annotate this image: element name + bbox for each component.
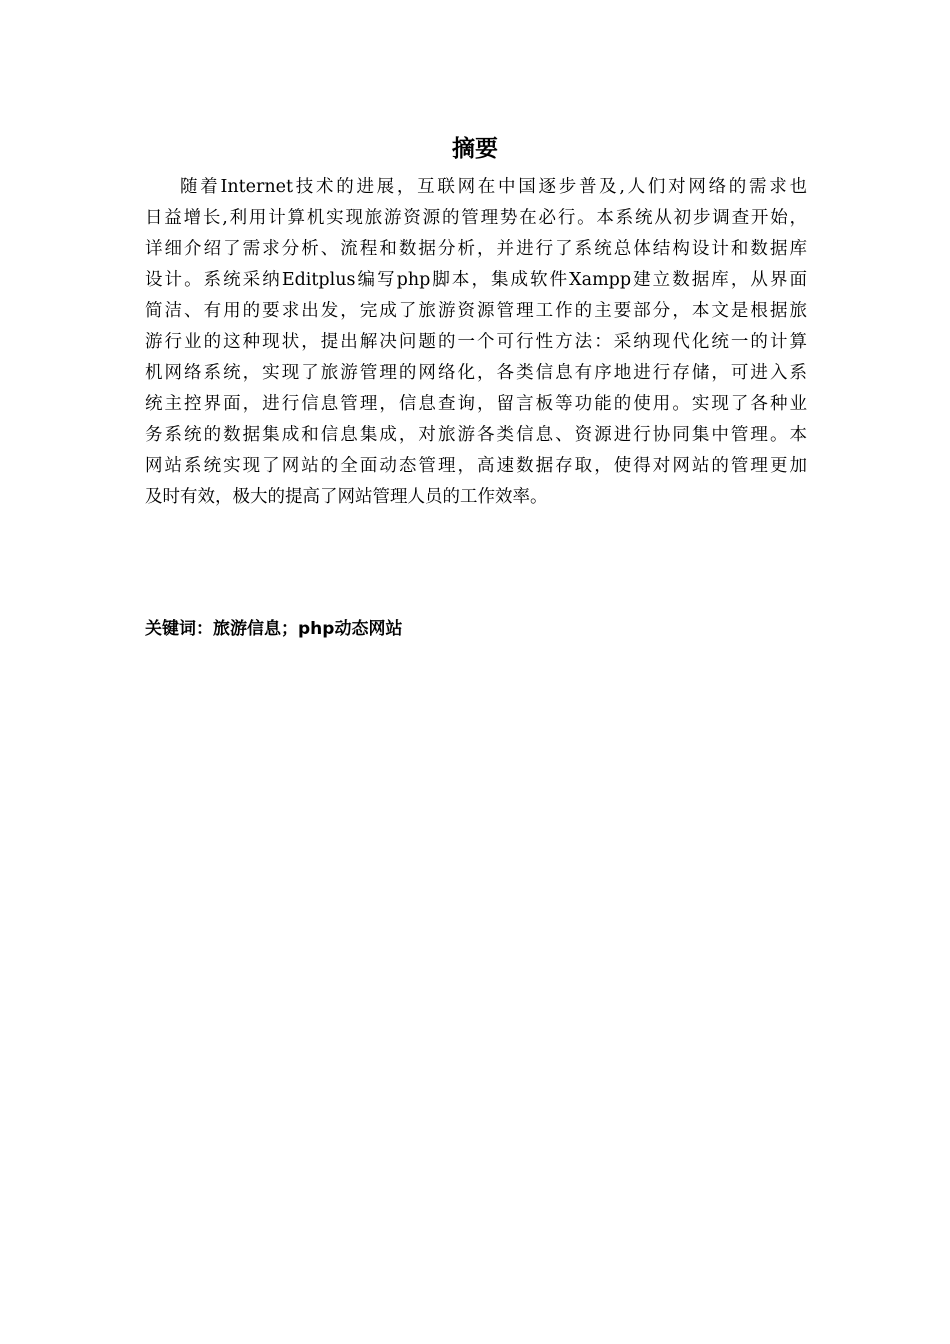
abstract-line: 机网络系统，实现了旅游管理的网络化，各类信息有序地进行存储，可进入系	[145, 363, 807, 383]
abstract-line: 统主控界面，进行信息管理，信息查询，留言板等功能的使用。实现了各种业	[145, 394, 807, 414]
abstract-line: 及时有效，极大的提高了网站管理人员的工作效率。	[145, 487, 548, 507]
abstract-line: 简洁、有用的要求出发，完成了旅游资源管理工作的主要部分，本文是根据旅	[145, 301, 807, 321]
abstract-line: 随着Internet技术的进展，互联网在中国逐步普及,人们对网络的需求也	[180, 177, 807, 197]
abstract-line: 网站系统实现了网站的全面动态管理，高速数据存取，使得对网站的管理更加	[145, 456, 807, 476]
abstract-title: 摘要	[452, 136, 498, 162]
abstract-line: 详细介绍了需求分析、流程和数据分析，并进行了系统总体结构设计和数据库	[145, 239, 807, 259]
abstract-line: 务系统的数据集成和信息集成，对旅游各类信息、资源进行协同集中管理。本	[145, 425, 807, 445]
abstract-line: 设计。系统采纳Editplus编写php脚本，集成软件Xampp建立数据库，从界面	[145, 270, 807, 290]
abstract-line: 日益增长,利用计算机实现旅游资源的管理势在必行。本系统从初步调查开始，	[145, 208, 807, 228]
keywords-line: 关键词：旅游信息；php动态网站	[145, 619, 403, 639]
abstract-body	[145, 172, 807, 513]
abstract-line: 游行业的这种现状，提出解决问题的一个可行性方法：采纳现代化统一的计算	[145, 332, 807, 352]
